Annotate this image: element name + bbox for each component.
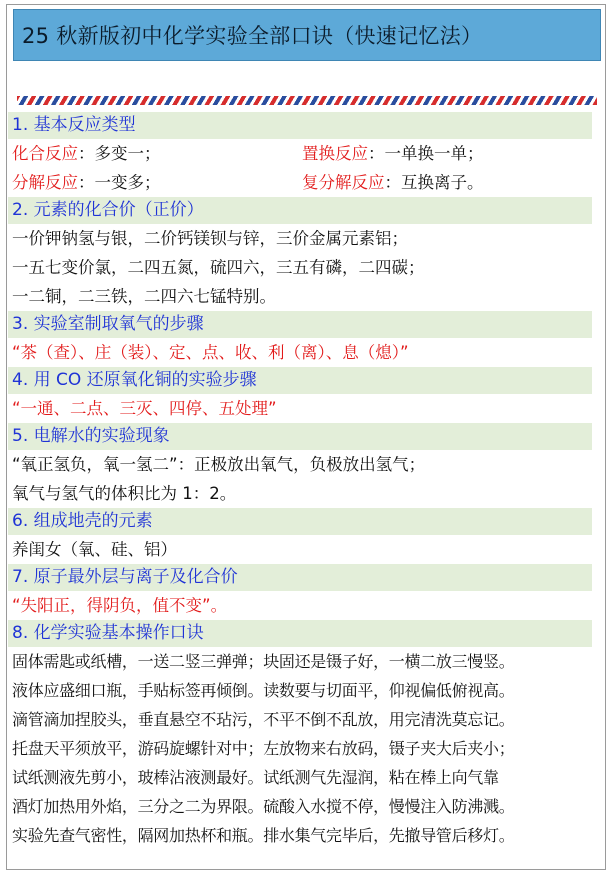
- text-line: 养闺女（氧、硅、铝）: [12, 540, 177, 559]
- text-line: 液体应盛细口瓶，手贴标签再倾倒。读数要与切面平，仰视偏低俯视高。: [12, 681, 515, 700]
- decorative-stripe: [17, 96, 597, 105]
- operations-block: [8, 647, 592, 850]
- reaction-term: 分解反应: [12, 173, 78, 192]
- section-heading: 1. 基本反应类型: [8, 112, 592, 139]
- text-line: 氧气与氢气的体积比为 1：2。: [12, 484, 237, 503]
- reaction-term: 置换反应: [302, 144, 368, 163]
- reaction-desc: ：一单换一单；: [368, 144, 484, 163]
- section-heading: 8. 化学实验基本操作口诀: [8, 620, 592, 647]
- reaction-row: [8, 168, 592, 197]
- reaction-term: 化合反应: [12, 144, 78, 163]
- text-line: 实验先查气密性，隔网加热杯和瓶。排水集气完毕后，先撤导管后移灯。: [12, 826, 515, 845]
- section-heading: 6. 组成地壳的元素: [8, 508, 592, 535]
- mnemonic-line: “茶（查）、庄（装）、定、点、收、利（离）、息（熄）”: [12, 343, 409, 362]
- text-line: “氧正氢负，氧一氢二”：正极放出氧气，负极放出氢气；: [12, 455, 426, 474]
- reaction-desc: ：多变一；: [78, 144, 161, 163]
- content: [8, 112, 592, 850]
- text-line: 一二铜，二三铁，二四六七锰特别。: [12, 287, 276, 306]
- reaction-term: 复分解反应: [302, 173, 385, 192]
- mnemonic-line: “失阳正，得阴负，值不变”。: [12, 596, 228, 615]
- text-line: 固体需匙或纸槽，一送二竖三弹弹；块固还是镊子好，一横二放三慢竖。: [12, 652, 515, 671]
- text-line: 滴管滴加捏胶头，垂直悬空不玷污，不平不倒不乱放，用完清洗莫忘记。: [12, 710, 515, 729]
- reaction-desc: ：互换离子。: [384, 173, 484, 192]
- reaction-desc: ：一变多；: [78, 173, 161, 192]
- page-title: 25 秋新版初中化学实验全部口诀（快速记忆法）: [22, 24, 483, 48]
- section-heading: 7. 原子最外层与离子及化合价: [8, 564, 592, 591]
- section-heading: 2. 元素的化合价（正价）: [8, 197, 592, 224]
- section-heading: 3. 实验室制取氧气的步骤: [8, 311, 592, 338]
- section-heading: 5. 电解水的实验现象: [8, 423, 592, 450]
- mnemonic-line: “一通、二点、三灭、四停、五处理”: [12, 399, 277, 418]
- text-line: 酒灯加热用外焰，三分之二为界限。硫酸入水搅不停，慢慢注入防沸溅。: [12, 797, 515, 816]
- section-heading: 4. 用 CO 还原氧化铜的实验步骤: [8, 367, 592, 394]
- text-line: 一价钾钠氢与银，二价钙镁钡与锌，三价金属元素铝；: [12, 229, 408, 248]
- title-banner: [13, 9, 601, 61]
- text-line: 托盘天平须放平，游码旋螺针对中；左放物来右放码，镊子夹大后夹小；: [12, 739, 515, 758]
- text-line: 试纸测液先剪小，玻棒沾液测最好。试纸测气先湿润，粘在棒上向气靠: [12, 768, 499, 787]
- reaction-row: [8, 139, 592, 168]
- text-line: 一五七变价氯，二四五氮，硫四六，三五有磷，二四碳；: [12, 258, 425, 277]
